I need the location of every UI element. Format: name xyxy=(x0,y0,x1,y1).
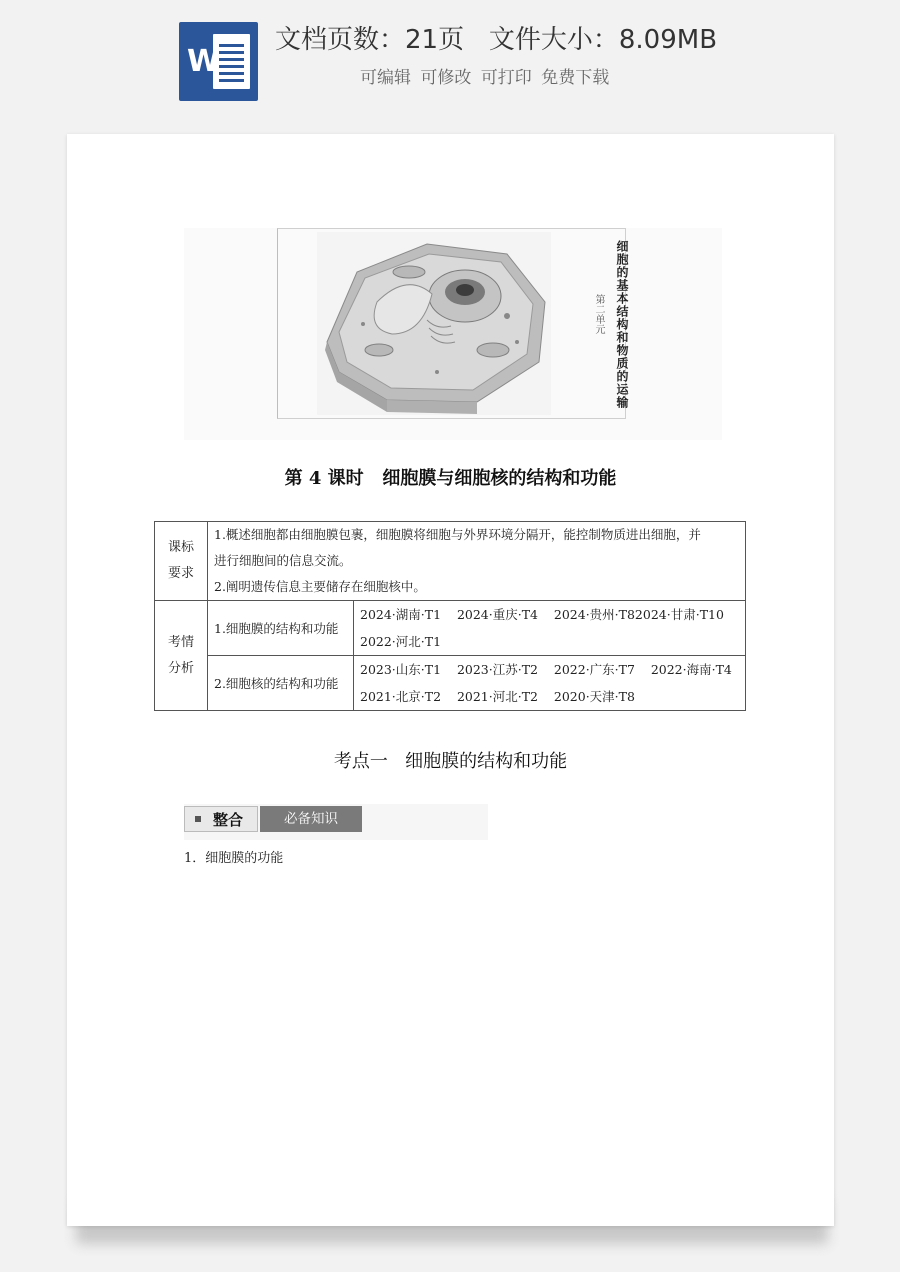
curriculum-requirements-table xyxy=(154,521,746,711)
table-row-topic-2 xyxy=(155,656,746,711)
table-row-standard xyxy=(155,522,746,601)
word-document-icon xyxy=(179,22,258,101)
lesson-title: 第 4 课时 细胞膜与细胞核的结构和功能 xyxy=(284,468,617,489)
banner-label: 整合 xyxy=(213,810,244,829)
document-page xyxy=(67,134,834,1226)
exam-references-cell: 2023·山东·T1 2023·江苏·T2 2022·广东·T7 2022·海南·T4 2021·北京·T2 2021·河北·T2 2020·天津·T8 xyxy=(354,656,746,711)
exam-references-cell: 2024·湖南·T1 2024·重庆·T4 2024·贵州·T82024·甘肃·T10 2022·河北·T1 xyxy=(354,601,746,656)
word-logo-letter: W xyxy=(187,44,221,79)
section-heading: 考点一 细胞膜的结构和功能 xyxy=(333,751,568,772)
document-info-header xyxy=(0,0,900,120)
banner-label-box xyxy=(184,806,258,832)
standard-line: 2.阐明遗传信息主要储存在细胞核中。 xyxy=(214,579,426,594)
standard-line: 1.概述细胞都由细胞膜包裹，细胞膜将细胞与外界环境分隔开，能控制物质进出细胞，并 xyxy=(214,527,701,542)
document-stats: 文档页数：21页 文件大小：8.09MB xyxy=(275,25,718,55)
square-bullet-icon xyxy=(195,816,201,822)
banner-tag: 必备知识 xyxy=(260,806,362,832)
knowledge-point-heading: 1．细胞膜的功能 xyxy=(184,851,284,866)
animal-cell-image xyxy=(317,232,551,415)
unit-cover-illustration xyxy=(184,228,722,440)
unit-title: 细胞的基本结构和物质的运输 xyxy=(615,240,629,409)
topic-cell: 1.细胞膜的结构和功能 xyxy=(208,601,354,656)
standard-content-cell xyxy=(208,522,746,601)
table-row-topic-1 xyxy=(155,601,746,656)
analysis-header-cell: 考情 分析 xyxy=(155,601,208,711)
unit-number-label: 第二单元 xyxy=(593,294,604,334)
standard-header-cell: 课标 要求 xyxy=(155,522,208,601)
knowledge-banner xyxy=(184,806,362,832)
document-features: 可编辑 可修改 可打印 免费下载 xyxy=(360,68,610,88)
standard-line: 进行细胞间的信息交流。 xyxy=(214,553,352,568)
topic-cell: 2.细胞核的结构和功能 xyxy=(208,656,354,711)
